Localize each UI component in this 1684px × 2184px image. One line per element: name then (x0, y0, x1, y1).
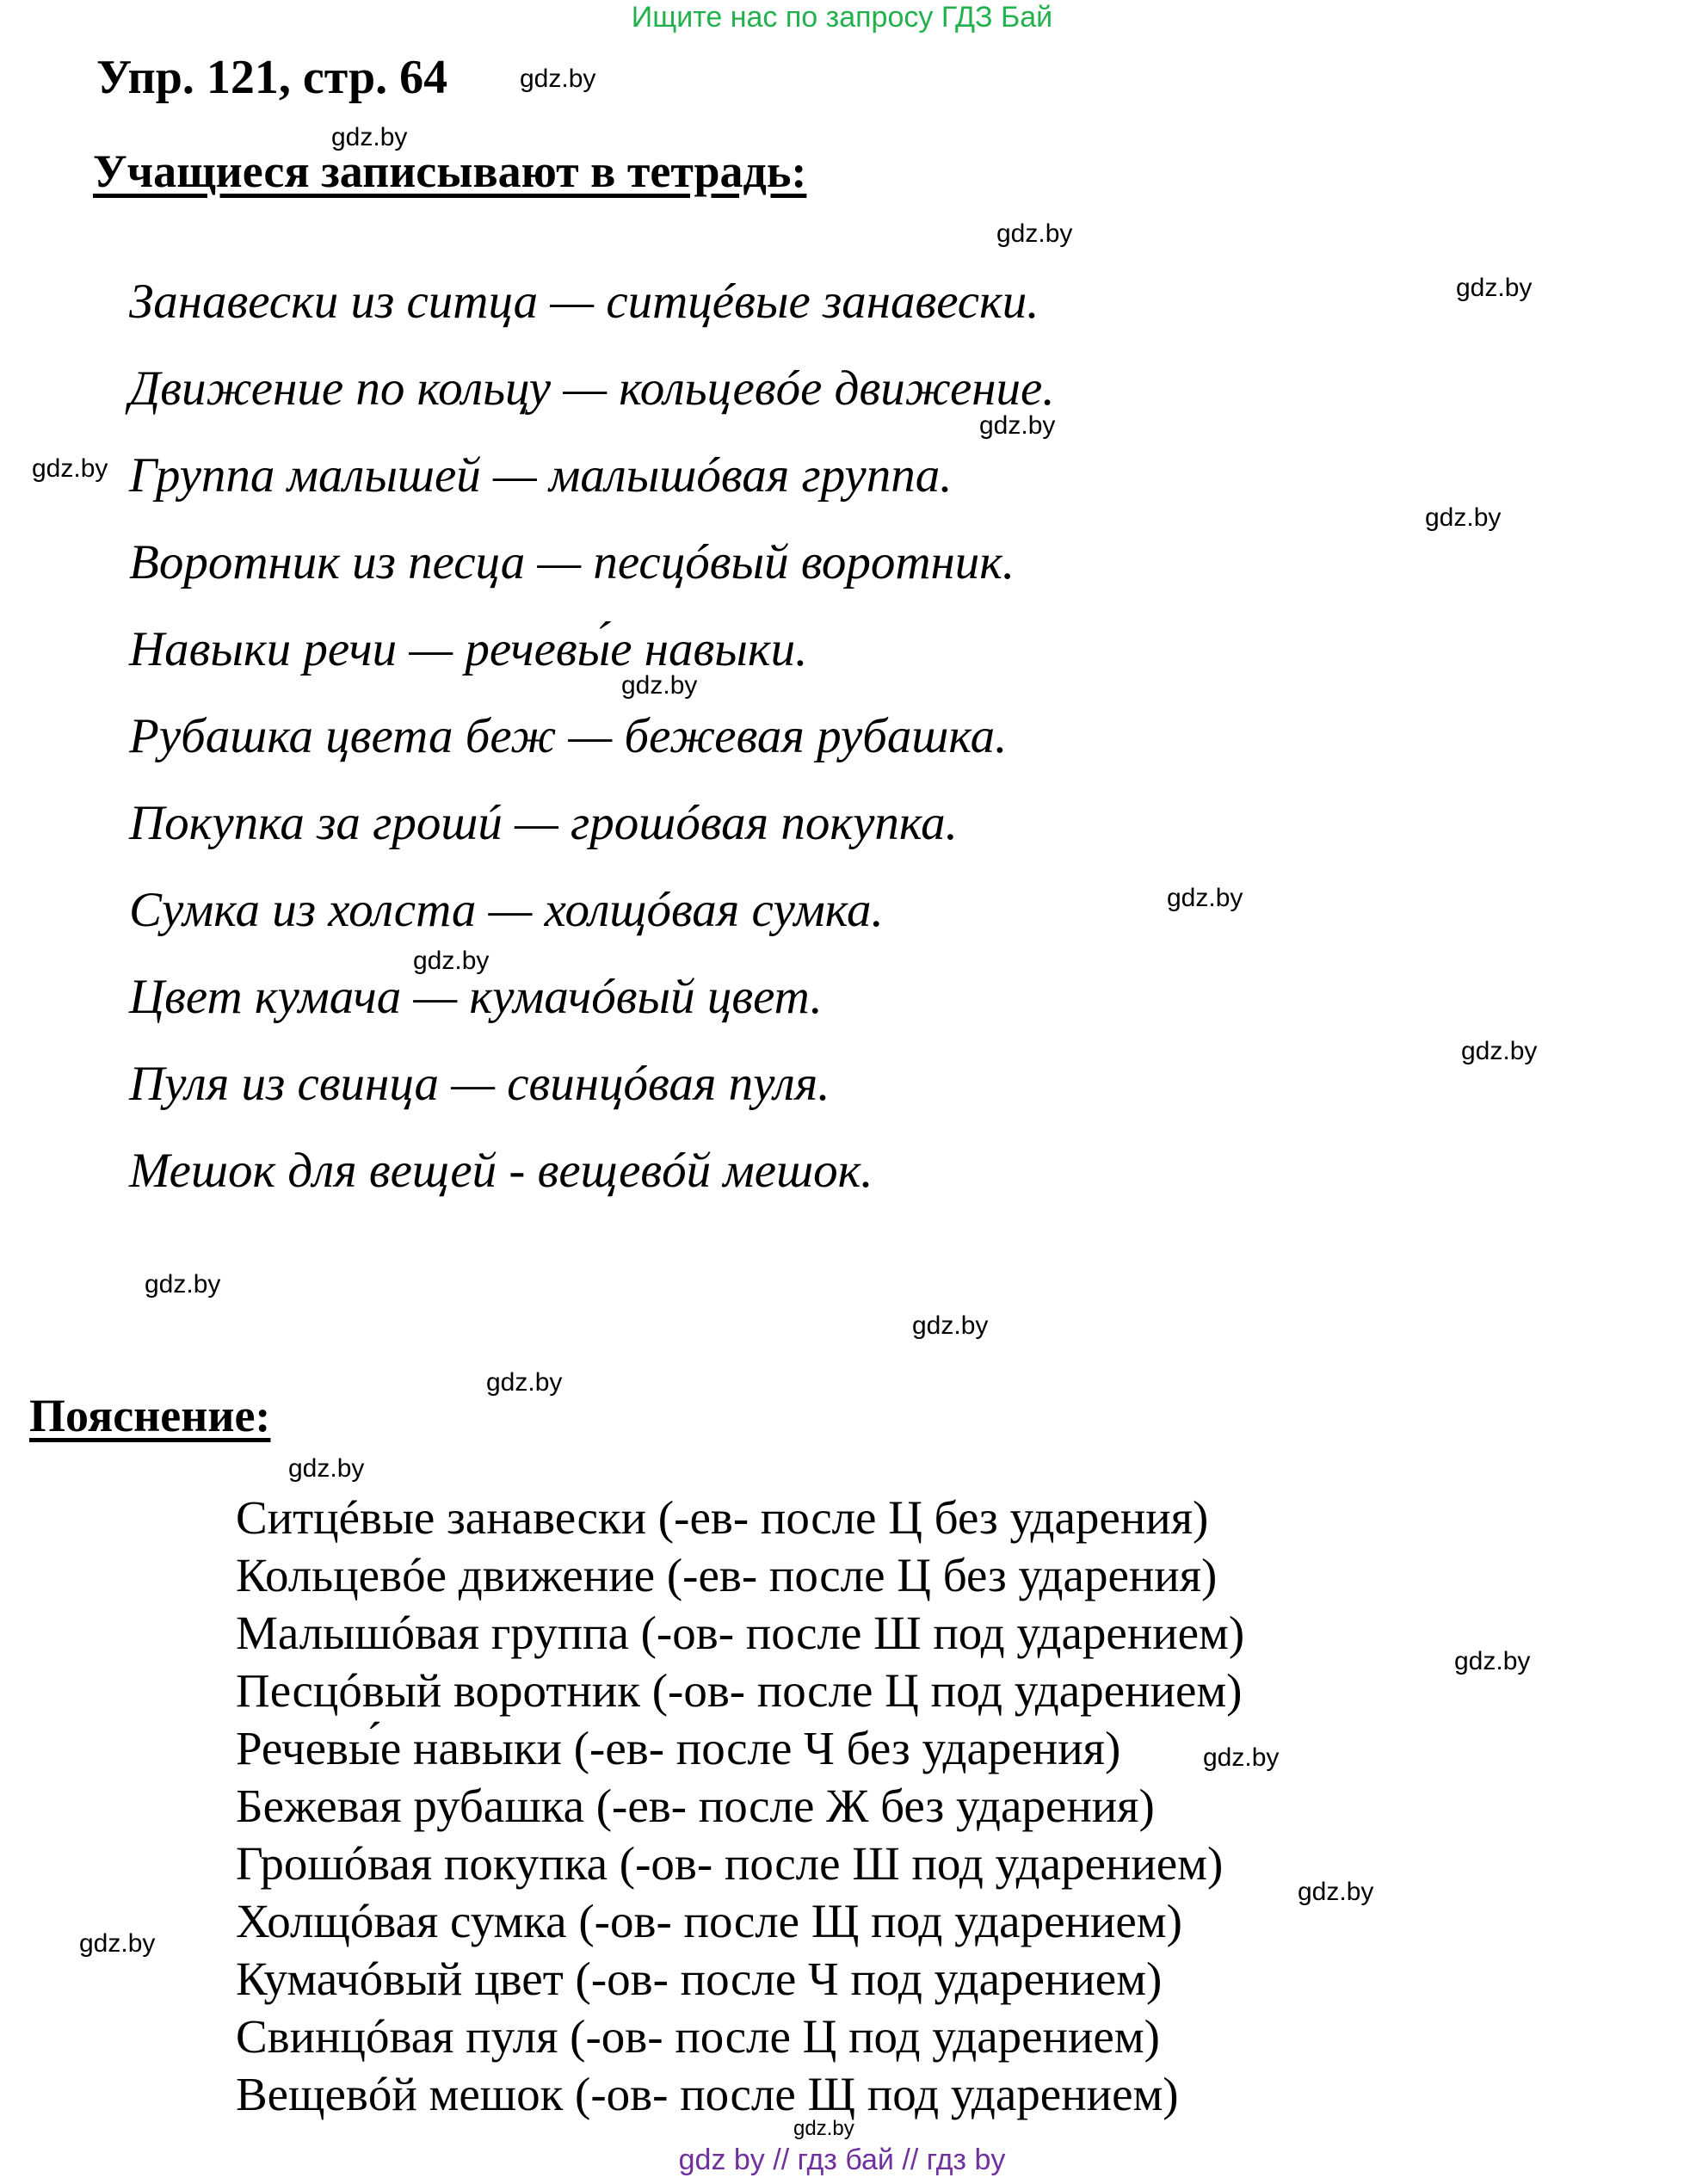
explanation-line: Грошóвая покупка (-ов- после Ш под ударением) (236, 1837, 1224, 1890)
watermark: gdz.by (996, 219, 1073, 248)
top-banner: Ищите нас по запросу ГДЗ Бай (631, 1, 1053, 34)
explanation-line: Кольцевóе движение (-ев- после Ц без ударения) (236, 1549, 1218, 1601)
explanation-line: Песцóвый воротник (-ов- после Ц под ударением) (236, 1664, 1243, 1717)
example-line: Движение по кольцу — кольцевóе движение. (129, 361, 1055, 416)
watermark: gdz.by (486, 1368, 563, 1397)
example-line: Воротник из песца — песцóвый воротник. (129, 535, 1015, 589)
bottom-banner: gdz by // гдз бай // гдз by (678, 2144, 1006, 2176)
explanation-line: Бежевая рубашка (-ев- после Ж без ударения) (236, 1780, 1155, 1832)
watermark: gdz.by (912, 1311, 989, 1340)
explanation-line: Ситцéвые занавески (-ев- после Ц без ударения) (236, 1491, 1209, 1544)
watermark: gdz.by (1454, 1647, 1531, 1675)
watermark: gdz.by (621, 671, 698, 700)
example-line: Сумка из холста — холщóвая сумка. (129, 883, 884, 937)
example-line: Группа малышей — малышóвая группа. (129, 448, 953, 503)
watermark: gdz.by (1456, 274, 1533, 302)
watermark: gdz.by (520, 65, 596, 93)
watermark: gdz.by (145, 1270, 221, 1299)
watermark: gdz.by (1425, 503, 1502, 532)
watermark: gdz.by (79, 1929, 156, 1958)
watermark: gdz.by (1203, 1743, 1280, 1772)
example-line: Пуля из свинца — свинцóвая пуля. (129, 1057, 830, 1111)
explanation-line: Речевы́е навыки (-ев- после Ч без ударения) (236, 1722, 1121, 1774)
watermark: gdz.by (413, 947, 490, 975)
exercise-heading: Упр. 121, стр. 64 (96, 51, 448, 104)
watermark: gdz.by (32, 454, 108, 483)
watermark: gdz.by (1298, 1878, 1374, 1906)
watermark: gdz.by (793, 2117, 854, 2140)
notebook-heading: Учащиеся записывают в тетрадь: (93, 145, 807, 197)
example-line: Цвет кумача — кумачóвый цвет. (129, 970, 823, 1024)
watermark: gdz.by (979, 411, 1056, 440)
watermark: gdz.by (1461, 1037, 1538, 1065)
example-line: Навыки речи — речевы́е навыки. (129, 622, 808, 676)
example-line: Рубашка цвета беж — бежевая рубашка. (129, 709, 1008, 763)
watermark: gdz.by (1167, 884, 1243, 912)
explanations-list (236, 1490, 1244, 2125)
watermark: gdz.by (331, 123, 408, 151)
explanation-line: Малышóвая группа (-ов- после Ш под ударением) (236, 1607, 1245, 1659)
example-line: Мешок для вещей - вещевóй мешок. (129, 1144, 873, 1198)
explanation-line: Кумачóвый цвет (-ов- после Ч под ударением) (236, 1953, 1163, 2005)
watermark: gdz.by (288, 1454, 365, 1483)
example-line: Покупка за грошú — грошóвая покупка. (129, 796, 958, 850)
explanation-title: Пояснение: (29, 1390, 271, 1441)
examples-list (129, 274, 1055, 1230)
explanation-line: Свинцóвая пуля (-ов- после Ц под ударением) (236, 2010, 1160, 2063)
example-line: Занавески из ситца — ситцéвые занавески. (129, 275, 1039, 329)
explanation-line: Холщóвая сумка (-ов- после Щ под ударением) (236, 1895, 1182, 1947)
explanation-line: Вещевóй мешок (-ов- после Щ под ударением) (236, 2068, 1179, 2120)
